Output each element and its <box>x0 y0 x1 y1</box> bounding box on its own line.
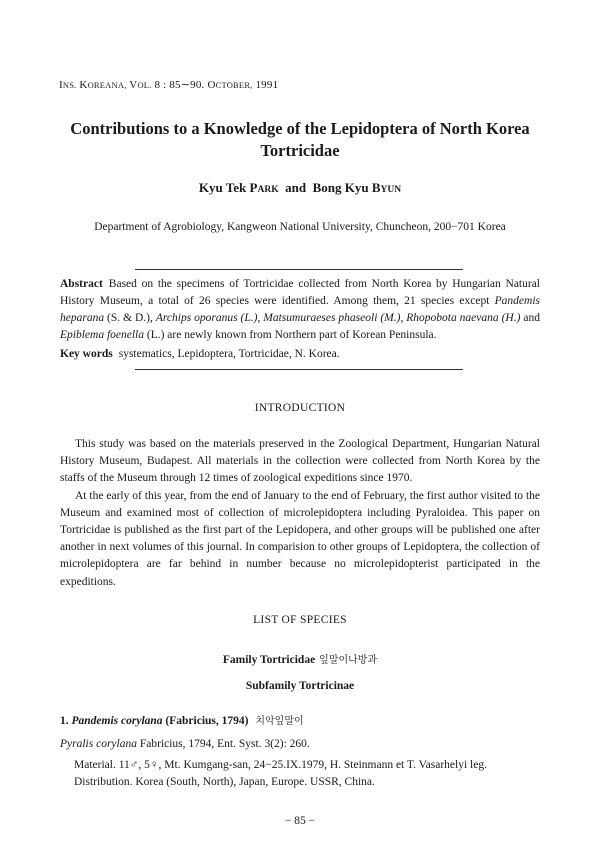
author-1-surname: PARK <box>249 180 279 195</box>
journal-citation: INS. KOREANA, VOL. 8 : 85∼90. OCTOBER, 1991 <box>59 79 279 91</box>
subfamily-heading: Subfamily Tortricinae <box>245 680 355 692</box>
keywords-label: Key words <box>60 348 113 360</box>
paper-title <box>40 118 560 162</box>
page-number: − 85 − <box>284 815 316 827</box>
title-line-1: Contributions to a Knowledge of the Lepidoptera of North Korea <box>70 119 530 138</box>
intro-paragraph-1: This study was based on the materials preserved in the Zoological Department, Hungarian Natural History Museum, Budapest. All materials in the collection were collected from North Korea by the staffs of the Museum through 12 times of zoological expeditions since 1970. <box>60 438 540 485</box>
keywords: Key words systematics, Lepidoptera, Tortricidae, N. Korea. <box>60 348 340 360</box>
list-heading: LIST OF SPECIES <box>253 614 347 626</box>
synonym: Pyralis corylana Fabricius, 1794, Ent. Syst. 3(2): 260. <box>60 738 310 750</box>
title-line-2: Tortricidae <box>260 141 340 160</box>
keywords-bottom-rule <box>135 369 463 370</box>
author-2-surname: BYUN <box>371 180 402 195</box>
species-korean-name: 치악잎말이 <box>255 716 304 727</box>
affiliation: Department of Agrobiology, Kangweon National University, Chuncheon, 200−701 Korea <box>94 221 506 233</box>
intro-paragraph-2: At the early of this year, from the end of January to the end of February, the first author visited to the Museum and examined most of collection of microlepidoptera including Pyraloidea. This paper on Tortricidae is published as the first part of the Lepidopera, and other groups will be published one after another in next volumes of this journal. In comparision to other groups of Lepidoptera, the collection of microlepidoptera are far behind in number because no microlepidopterist participated in the expeditions. <box>60 489 540 588</box>
family-heading: Family Tortricidae 잎말이나방과 <box>222 654 378 666</box>
abstract: Abstract Based on the specimens of Tortricidae collected from North Korea by Hungarian Natural History Museum, a total of 26 species were identified. Among them, 21 species except Pandemis heparana (S. & D.), Archips oporanus (L.), Matsumuraeses phaseoli (M.), Rhopobota naevana (H.) and Epiblema foenella (L.) are newly known from Northern part of Korean Peninsula. <box>60 278 540 341</box>
introduction-body <box>60 436 540 591</box>
material-examined <box>74 757 544 791</box>
authors: Kyu Tek PARK and Bong Kyu BYUN <box>198 180 402 195</box>
distribution-line: Distribution. Korea (South, North), Japan, Europe. USSR, China. <box>74 776 375 788</box>
species-entry: 1. Pandemis corylana (Fabricius, 1794) 치악잎말이 <box>60 715 304 727</box>
introduction-heading: INTRODUCTION <box>254 402 346 414</box>
abstract-label: Abstract <box>60 278 103 290</box>
family-korean-name: 잎말이나방과 <box>319 655 378 666</box>
abstract-top-rule <box>135 269 463 270</box>
species-name: Pandemis corylana <box>71 715 163 727</box>
material-line: Material. 11♂, 5♀, Mt. Kumgang-san, 24−25.IX.1979, H. Steinmann et T. Vasarhelyi leg. <box>74 759 487 771</box>
